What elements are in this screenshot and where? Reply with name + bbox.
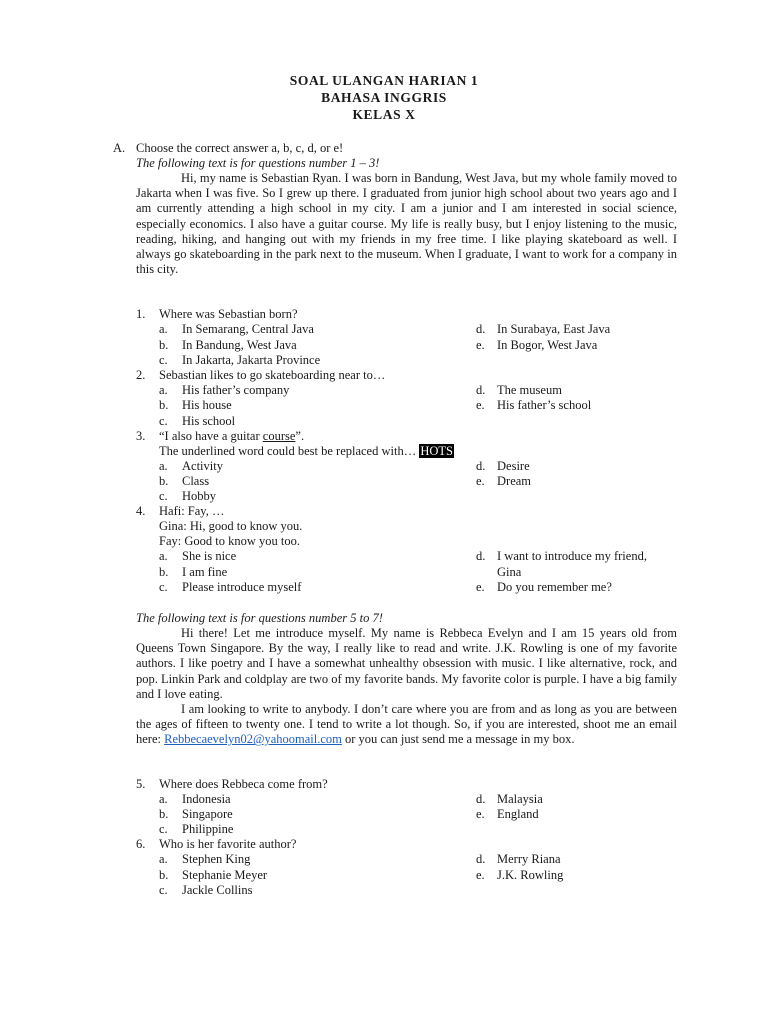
hots-badge: HOTS <box>420 444 453 458</box>
option-d: Desire <box>497 459 530 473</box>
option-label: b. <box>159 338 169 352</box>
option-a: Activity <box>182 459 223 473</box>
passage2-paragraph1: Hi there! Let me introduce myself. My name is Rebbeca Evelyn and I am 15 years old from Queens Town Singapore. By the way, I really like to read and write. J.K. Rowling is one of my favorite authors. I like poetry and I have a somewhat unhealthy obsession with music. I like alternative, rock, and pop. Linkin Park and coldplay are two of my favorite bands. My favorite color is purple. I have a big family and I love eating. <box>136 626 677 701</box>
question-number: 1. <box>136 307 146 321</box>
question-number: 3. <box>136 429 146 443</box>
option-d: Merry Riana <box>497 852 561 866</box>
option-label: a. <box>159 322 168 336</box>
option-label: e. <box>476 580 485 594</box>
option-label: e. <box>476 338 485 352</box>
option-e: In Bogor, West Java <box>497 338 598 352</box>
option-label: e. <box>476 868 485 882</box>
question-text: Where was Sebastian born? <box>159 307 298 321</box>
option-e: Do you remember me? <box>497 580 612 594</box>
dialogue-line: Fay: Good to know you too. <box>159 534 300 548</box>
option-label: c. <box>159 580 168 594</box>
option-d: In Surabaya, East Java <box>497 322 611 336</box>
option-e: His father’s school <box>497 398 592 412</box>
option-b: Class <box>182 474 210 488</box>
option-e: Dream <box>497 474 532 488</box>
question-text: Sebastian likes to go skateboarding near to… <box>159 368 386 382</box>
option-b: I am fine <box>182 565 228 579</box>
passage2-intro: The following text is for questions number 5 to 7! <box>136 611 383 625</box>
option-d-continued: Gina <box>497 565 522 579</box>
option-label: a. <box>159 459 168 473</box>
option-e: England <box>497 807 539 821</box>
question-quote <box>159 429 304 444</box>
option-label: d. <box>476 852 486 866</box>
option-a: Stephen King <box>182 852 251 866</box>
question-number: 5. <box>136 777 146 791</box>
option-label: d. <box>476 383 486 397</box>
option-label: b. <box>159 398 169 412</box>
option-label: b. <box>159 807 169 821</box>
email-link[interactable]: Rebbecaevelyn02@yahoomail.com <box>164 732 342 747</box>
option-c: Jackle Collins <box>182 883 253 897</box>
option-label: e. <box>476 398 485 412</box>
section-letter: A. <box>113 141 126 155</box>
option-b: Singapore <box>182 807 233 821</box>
underlined-word: course <box>262 429 296 443</box>
passage1-text: Hi, my name is Sebastian Ryan. I was born in Bandung, West Java, but my whole family moved to Jakarta when I was five. So I grew up there. I graduated from junior high school about two years ago and I am currently attending a high school in my city. I am a junior and I am interested in social science, especially economics. I also have a guitar course. My life is really busy, but I enjoy listening to the music, reading, hiking, and hanging out with my friends in my free time. I like playing skateboard as well. I always go skateboarding in the park next to the museum. When I graduate, I want to work for a company in this city. <box>136 171 677 277</box>
passage1-intro: The following text is for questions number 1 – 3! <box>136 156 380 170</box>
option-label: a. <box>159 549 168 563</box>
option-a: She is nice <box>182 549 237 563</box>
option-label: c. <box>159 489 168 503</box>
option-label: a. <box>159 792 168 806</box>
paragraph-text: I am looking to write to anybody. I don’t care where you are from and as long as you are between the ages of fifteen to twenty one. I tend to write a lot though. So, if you are interested, shoot me an email here: <box>136 702 677 747</box>
option-label: d. <box>476 322 486 336</box>
option-label: c. <box>159 353 168 367</box>
option-label: c. <box>159 414 168 428</box>
option-c: His school <box>182 414 236 428</box>
class-title: KELAS X <box>352 107 416 122</box>
question-text-body: The underlined word could best be replaced with… <box>159 444 420 458</box>
option-b: His house <box>182 398 232 412</box>
subject-title: BAHASA INGGRIS <box>321 90 447 105</box>
option-label: a. <box>159 852 168 866</box>
exam-title: SOAL ULANGAN HARIAN 1 <box>289 73 479 88</box>
option-d: Malaysia <box>497 792 543 806</box>
option-c: Hobby <box>182 489 217 503</box>
question-number: 2. <box>136 368 146 382</box>
passage2 <box>136 626 677 748</box>
option-c: In Jakarta, Jakarta Province <box>182 353 321 367</box>
question-number: 6. <box>136 837 146 851</box>
option-label: d. <box>476 459 486 473</box>
quote-text: “I also have a guitar <box>159 429 263 443</box>
option-d: The museum <box>497 383 562 397</box>
paragraph-text: or you can just send me a message in my box. <box>341 732 575 747</box>
option-a: His father’s company <box>182 383 290 397</box>
option-label: e. <box>476 807 485 821</box>
option-c: Philippine <box>182 822 234 836</box>
option-label: c. <box>159 883 168 897</box>
option-label: b. <box>159 868 169 882</box>
option-label: d. <box>476 549 486 563</box>
quote-end: ”. <box>295 429 305 443</box>
passage1 <box>136 171 677 277</box>
option-c: Please introduce myself <box>182 580 302 594</box>
passage2-paragraph2 <box>136 702 677 748</box>
question-text: Where does Rebbeca come from? <box>159 777 328 791</box>
dialogue-line: Hafi: Fay, … <box>159 504 225 518</box>
dialogue-line: Gina: Hi, good to know you. <box>159 519 303 533</box>
option-a: Indonesia <box>182 792 231 806</box>
option-label: b. <box>159 565 169 579</box>
question-number: 4. <box>136 504 146 518</box>
question-text <box>159 444 454 459</box>
option-label: a. <box>159 383 168 397</box>
option-b: Stephanie Meyer <box>182 868 268 882</box>
option-label: c. <box>159 822 168 836</box>
option-a: In Semarang, Central Java <box>182 322 314 336</box>
question-text: Who is her favorite author? <box>159 837 297 851</box>
option-b: In Bandung, West Java <box>182 338 297 352</box>
option-d: I want to introduce my friend, <box>497 549 647 563</box>
section-instruction: Choose the correct answer a, b, c, d, or e! <box>136 141 344 155</box>
option-label: d. <box>476 792 486 806</box>
option-label: b. <box>159 474 169 488</box>
option-label: e. <box>476 474 485 488</box>
option-e: J.K. Rowling <box>497 868 564 882</box>
